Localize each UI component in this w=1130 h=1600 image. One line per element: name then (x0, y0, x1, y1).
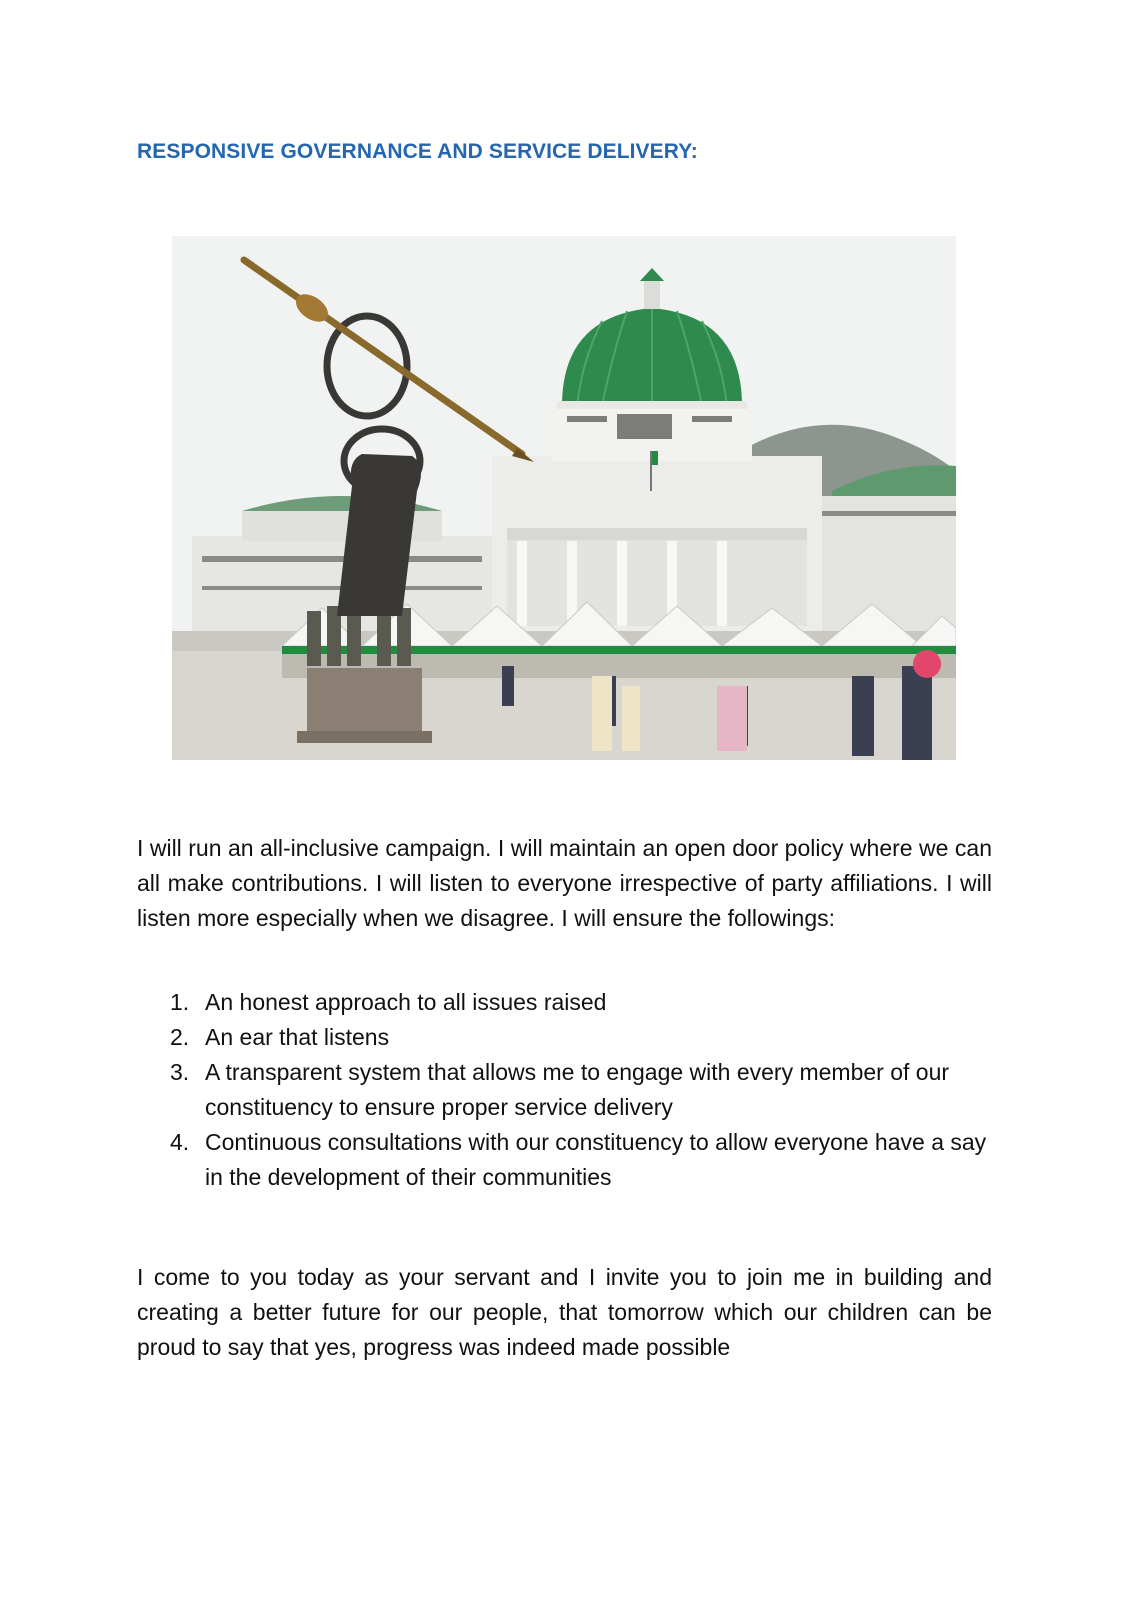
list-item-number: 2. (170, 1024, 190, 1050)
commitments-list (137, 985, 992, 1195)
list-item-text: A transparent system that allows me to engage with every member of our constituency to ensure proper service delivery (205, 1059, 950, 1120)
list-item (137, 1055, 992, 1125)
list-item-text: An ear that listens (205, 1024, 390, 1050)
national-assembly-illustration (172, 236, 956, 760)
national-assembly-photo (172, 236, 956, 760)
list-item-number: 4. (170, 1129, 190, 1155)
list-item-number: 1. (170, 989, 190, 1015)
list-item-text: Continuous consultations with our constituency to allow everyone have a say in the development of their communities (205, 1129, 987, 1190)
section-heading: RESPONSIVE GOVERNANCE AND SERVICE DELIVERY: (137, 140, 698, 163)
list-item (137, 985, 992, 1020)
list-item (137, 1020, 992, 1055)
list-item-text: An honest approach to all issues raised (205, 989, 607, 1015)
intro-paragraph: I will run an all-inclusive campaign. I will maintain an open door policy where we can all make contributions. I will listen to everyone irrespective of party affiliations. I will listen more especially when we disagree. I will ensure the followings: (137, 835, 992, 931)
list-item-number: 3. (170, 1059, 190, 1085)
closing-paragraph: I come to you today as your servant and I invite you to join me in building and creating a better future for our people, that tomorrow which our children can be proud to say that yes, progress was indeed made possible (137, 1264, 992, 1360)
list-item (137, 1125, 992, 1195)
